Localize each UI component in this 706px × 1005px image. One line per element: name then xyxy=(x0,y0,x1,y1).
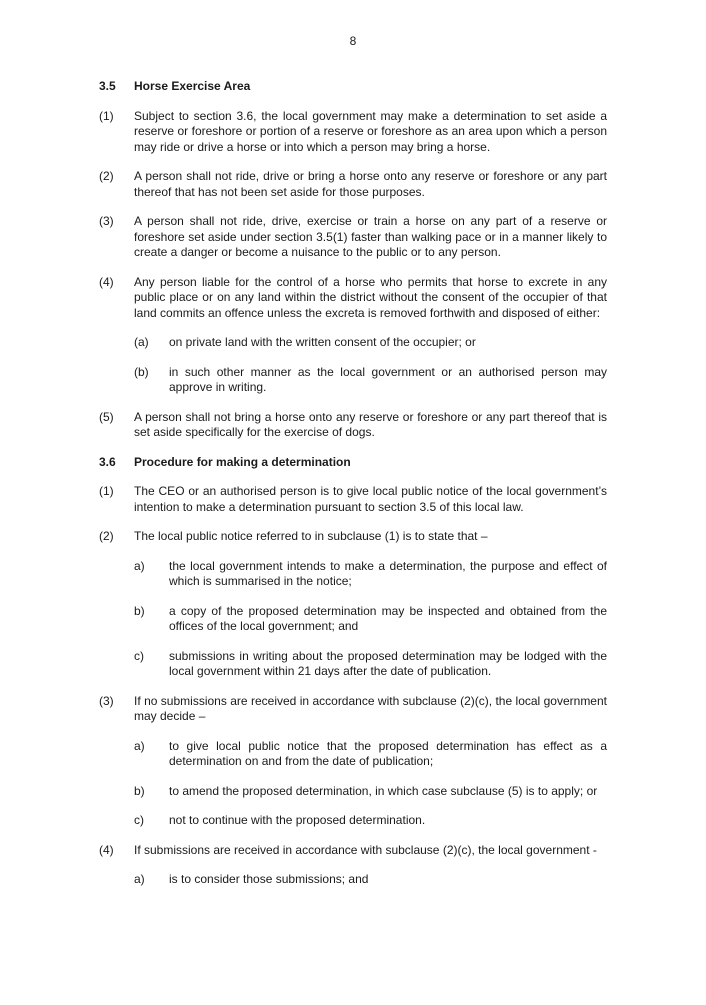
subclause xyxy=(134,335,607,351)
subclause xyxy=(134,784,607,800)
subclause-number: (b) xyxy=(134,364,149,379)
clause-text: A person shall not bring a horse onto any reserve or foreshore or any part thereof that is set aside specifically for the exercise of dogs. xyxy=(134,409,607,439)
clause-number: (4) xyxy=(99,842,114,857)
subclause-number: (a) xyxy=(134,335,149,349)
clause-number: (2) xyxy=(99,169,114,183)
subclause xyxy=(134,739,607,770)
clause xyxy=(99,169,607,200)
clause xyxy=(99,109,607,156)
subclause-number: c) xyxy=(134,648,144,663)
subclause-number: a) xyxy=(134,872,145,886)
section-heading xyxy=(99,79,607,95)
clause-number: (5) xyxy=(99,409,114,424)
section-title: Procedure for making a determination xyxy=(134,454,351,469)
subclause-text: submissions in writing about the proposed determination may be lodged with the local government within 21 days after the date of publication. xyxy=(169,648,607,678)
section-title: Horse Exercise Area xyxy=(134,79,251,93)
subclause xyxy=(134,649,607,680)
section-number: 3.5 xyxy=(99,79,116,93)
section-number: 3.6 xyxy=(99,454,116,469)
subclause-number: c) xyxy=(134,813,144,827)
clause xyxy=(99,275,607,322)
subclause xyxy=(134,872,607,888)
clause-text: Subject to section 3.6, the local government may make a determination to set aside a reserve or foreshore or portion of a reserve or foreshore as an area upon which a person may ride or drive a horse or into which a person may bring a horse. xyxy=(134,108,607,154)
clause-text: A person shall not ride, drive, exercise or train a horse on any part of a reserve or foreshore set aside under section 3.5(1) faster than walking pace or in a manner likely to create a danger or become a nuisance to the public or to any person. xyxy=(134,214,607,259)
subclause-number: a) xyxy=(134,738,145,753)
clause-text: If no submissions are received in accordance with subclause (2)(c), the local government may decide – xyxy=(134,693,607,723)
clause-number: (3) xyxy=(99,693,114,708)
subclause xyxy=(134,365,607,396)
clause xyxy=(99,694,607,725)
clause xyxy=(99,410,607,441)
subclause-text: is to consider those submissions; and xyxy=(169,872,369,886)
clause-number: (3) xyxy=(99,214,114,228)
subclause-text: to give local public notice that the proposed determination has effect as a determination on and from the date of publication; xyxy=(169,738,607,768)
subclause xyxy=(134,813,607,829)
subclause-text: on private land with the written consent of the occupier; or xyxy=(169,335,476,349)
subclause-text: to amend the proposed determination, in which case subclause (5) is to apply; or xyxy=(169,783,598,798)
clause xyxy=(99,843,607,859)
clause-text: The CEO or an authorised person is to give local public notice of the local government’s intention to make a determination pursuant to section 3.5 of this local law. xyxy=(134,484,607,514)
page-number: 8 xyxy=(349,34,357,48)
subclause xyxy=(134,559,607,590)
subclause-text: a copy of the proposed determination may be inspected and obtained from the offices of the local government; and xyxy=(169,603,607,633)
subclause-number: b) xyxy=(134,603,145,618)
clause-number: (2) xyxy=(99,529,114,543)
subclause-text: the local government intends to make a determination, the purpose and effect of which is summarised in the notice; xyxy=(169,558,607,588)
clause-text: The local public notice referred to in subclause (1) is to state that – xyxy=(134,529,488,543)
clause-number: (1) xyxy=(99,108,114,123)
clause-text: A person shall not ride, drive or bring a horse onto any reserve or foreshore or any part thereof that has not been set aside for those purposes. xyxy=(134,169,607,199)
clause xyxy=(99,214,607,261)
subclause xyxy=(134,604,607,635)
section-heading xyxy=(99,455,607,471)
clause-text: If submissions are received in accordance with subclause (2)(c), the local government - xyxy=(134,842,597,857)
subclause-text: in such other manner as the local government or an authorised person may approve in writing. xyxy=(169,364,607,394)
clause-number: (1) xyxy=(99,484,114,498)
document-body xyxy=(99,79,607,902)
clause xyxy=(99,484,607,515)
subclause-number: b) xyxy=(134,783,145,798)
subclause-text: not to continue with the proposed determination. xyxy=(169,813,426,827)
clause xyxy=(99,529,607,545)
clause-number: (4) xyxy=(99,274,114,289)
subclause-number: a) xyxy=(134,558,145,573)
clause-text: Any person liable for the control of a horse who permits that horse to excrete in any public place or on any land within the district without the consent of the occupier of that land commits an offence unless the excreta is removed forthwith and disposed of either: xyxy=(134,274,607,320)
